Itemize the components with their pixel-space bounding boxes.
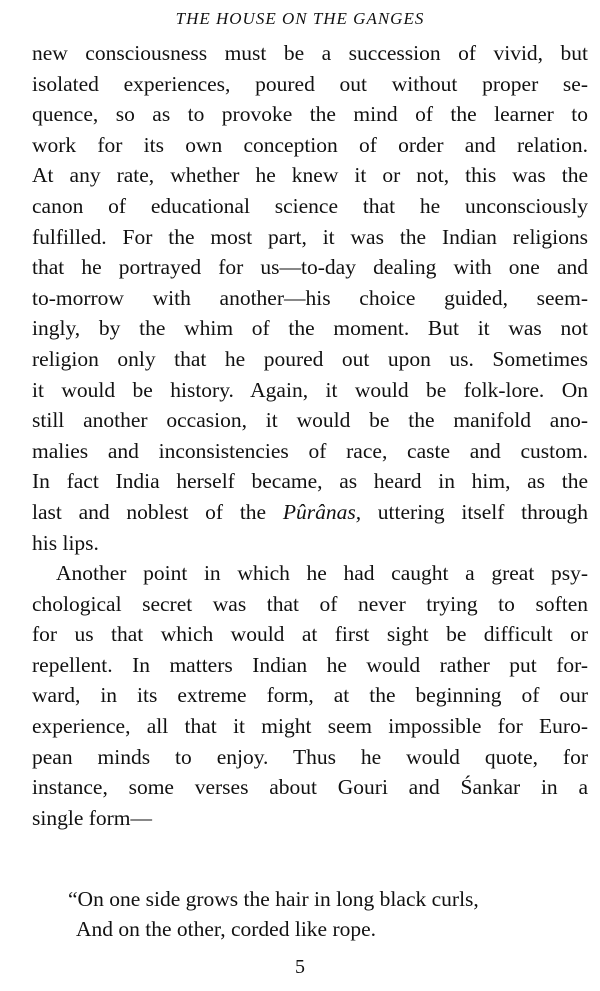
text-line: ward, in its extreme form, at the beginning of our — [32, 683, 588, 708]
text-line: In fact India herself became, as heard in him, as the — [32, 469, 588, 494]
running-head: THE HOUSE ON THE GANGES — [175, 9, 425, 28]
text-line: his lips. — [32, 530, 99, 555]
text-line: Another point in which he had caught a great psy- — [56, 561, 588, 586]
text-line: still another occasion, it would be the manifold ano- — [32, 408, 588, 433]
text-line: pean minds to enjoy. Thus he would quote, for — [32, 744, 588, 769]
text-line: malies and inconsistencies of race, caste and custom. — [32, 438, 588, 463]
text-line: experience, all that it might seem impossible for Euro- — [32, 714, 588, 739]
text-line: that he portrayed for us—to-day dealing with one and — [32, 255, 588, 280]
text-segment: last and noblest of the — [32, 499, 283, 524]
text-line: ingly, by the whim of the moment. But it was not — [32, 316, 588, 341]
verse-line: And on the other, corded like rope. — [76, 917, 377, 941]
text-line: instance, some verses about Gouri and Śankar in a — [32, 775, 588, 800]
verse-line: “On one side grows the hair in long black curls, — [68, 887, 479, 911]
text-line: religion only that he poured out upon us. Sometimes — [32, 346, 588, 371]
text-line: At any rate, whether he knew it or not, this was the — [32, 163, 588, 188]
italic-title-puranas: Pûrânas, — [282, 499, 362, 524]
text-line: new consciousness must be a succession of vivid, but — [32, 41, 588, 65]
verse-quote — [68, 884, 479, 944]
text-line: quence, so as to provoke the mind of the learner to — [32, 102, 588, 127]
page-number: 5 — [295, 956, 305, 978]
text-segment: uttering itself through — [361, 499, 589, 524]
text-line: chological secret was that of never trying to soften — [32, 591, 588, 616]
text-line: single form— — [32, 805, 153, 830]
text-line-puranas — [32, 497, 588, 528]
text-line: fulfilled. For the most part, it was the Indian religions — [32, 224, 588, 249]
text-line: to-morrow with another—his choice guided, seem- — [32, 285, 588, 310]
text-line: repellent. In matters Indian he would rather put for- — [32, 652, 588, 677]
text-line: for us that which would at first sight be difficult or — [32, 622, 588, 647]
text-line: work for its own conception of order and relation. — [32, 132, 588, 157]
text-line: isolated experiences, poured out without proper se- — [32, 71, 588, 96]
text-line: it would be history. Again, it would be folk-lore. On — [32, 377, 588, 402]
text-line: canon of educational science that he unconsciously — [32, 193, 588, 218]
body-text — [32, 38, 588, 833]
